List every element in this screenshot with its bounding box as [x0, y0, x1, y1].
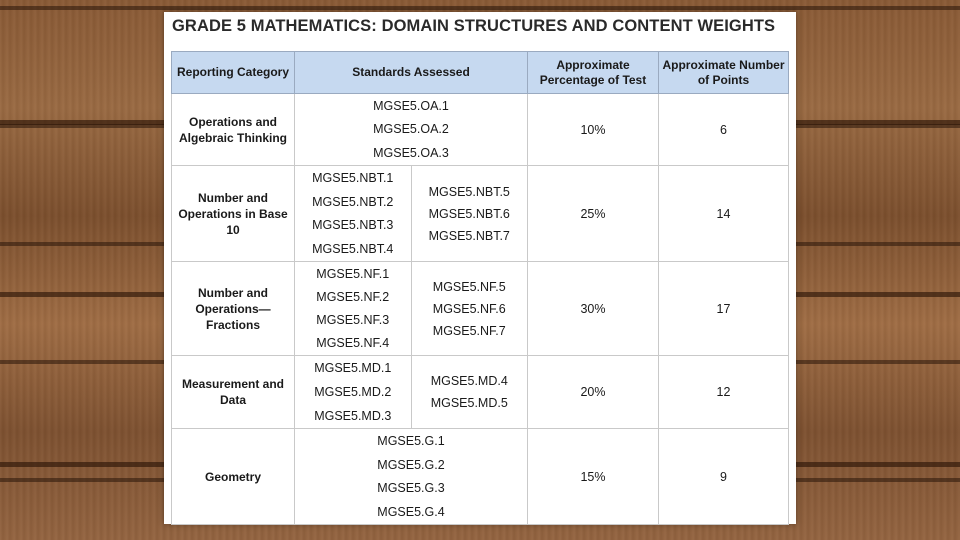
percentage-cell: 30%	[528, 262, 659, 356]
standards-cell	[295, 166, 528, 262]
standard-code: MGSE5.NF.1	[316, 266, 390, 281]
standard-code: MGSE5.MD.2	[314, 385, 392, 399]
standard-code: MGSE5.NBT.5	[428, 184, 510, 199]
reporting-category-cell: Measurement and Data	[172, 356, 295, 429]
table-row	[172, 356, 789, 429]
standard-code: MGSE5.NF.3	[316, 313, 390, 328]
table-row	[172, 262, 789, 356]
content-weights-panel	[164, 12, 796, 524]
standards-split	[295, 356, 527, 428]
percentage-cell: 20%	[528, 356, 659, 429]
standard-code: MGSE5.G.2	[377, 457, 445, 472]
standard-code: MGSE5.MD.4	[430, 374, 508, 388]
standard-code: MGSE5.NBT.2	[312, 194, 394, 209]
standards-left-column	[295, 262, 412, 355]
header-reporting-category: Reporting Category	[172, 52, 295, 94]
points-cell: 17	[659, 262, 789, 356]
standard-code: MGSE5.NBT.7	[428, 228, 510, 243]
standards-list	[295, 94, 527, 165]
standard-code: MGSE5.NBT.3	[312, 218, 394, 233]
standards-cell	[295, 429, 528, 525]
points-cell: 6	[659, 94, 789, 166]
table-row	[172, 94, 789, 166]
standard-code: MGSE5.NBT.6	[428, 206, 510, 221]
standards-cell	[295, 356, 528, 429]
standard-code: MGSE5.G.1	[377, 433, 445, 448]
percentage-cell: 25%	[528, 166, 659, 262]
standard-code: MGSE5.NF.4	[316, 336, 390, 351]
header-standards-assessed: Standards Assessed	[295, 52, 528, 94]
page-title: GRADE 5 MATHEMATICS: DOMAIN STRUCTURES AND CONTENT WEIGHTS	[172, 17, 776, 35]
reporting-category-cell: Number and Operations in Base 10	[172, 166, 295, 262]
standard-code: MGSE5.NF.7	[432, 323, 506, 338]
standards-right-column	[412, 166, 528, 261]
standards-right-column	[412, 262, 528, 355]
header-row	[172, 52, 789, 94]
standards-cell	[295, 94, 528, 166]
reporting-category-cell: Geometry	[172, 429, 295, 525]
standards-left-column	[295, 166, 412, 261]
standards-split	[295, 262, 527, 355]
standard-code: MGSE5.MD.3	[314, 409, 392, 423]
standards-split	[295, 166, 527, 261]
standard-code: MGSE5.MD.5	[430, 396, 508, 410]
reporting-category-cell: Number and Operations—Fractions	[172, 262, 295, 356]
standard-code: MGSE5.NF.2	[316, 289, 390, 304]
standards-list	[295, 429, 527, 524]
table-body	[172, 94, 789, 525]
standard-code: MGSE5.OA.1	[373, 98, 449, 113]
standards-left-column	[295, 356, 412, 428]
header-points: Approximate Number of Points	[659, 52, 789, 94]
percentage-cell: 10%	[528, 94, 659, 166]
standard-code: MGSE5.MD.1	[314, 361, 392, 375]
standard-code: MGSE5.NF.6	[432, 301, 506, 316]
standard-code: MGSE5.OA.3	[373, 146, 449, 161]
table-row	[172, 429, 789, 525]
header-percentage: Approximate Percentage of Test	[528, 52, 659, 94]
standard-code: MGSE5.NBT.4	[312, 242, 394, 257]
standard-code: MGSE5.OA.2	[373, 122, 449, 137]
standard-code: MGSE5.NF.5	[432, 279, 506, 294]
standards-cell	[295, 262, 528, 356]
points-cell: 14	[659, 166, 789, 262]
points-cell: 9	[659, 429, 789, 525]
points-cell: 12	[659, 356, 789, 429]
standard-code: MGSE5.NBT.1	[312, 170, 394, 185]
table-row	[172, 166, 789, 262]
standard-code: MGSE5.G.4	[377, 505, 445, 520]
reporting-category-cell: Operations and Algebraic Thinking	[172, 94, 295, 166]
standards-right-column	[412, 356, 528, 428]
content-weights-table	[171, 51, 789, 525]
standard-code: MGSE5.G.3	[377, 481, 445, 496]
percentage-cell: 15%	[528, 429, 659, 525]
